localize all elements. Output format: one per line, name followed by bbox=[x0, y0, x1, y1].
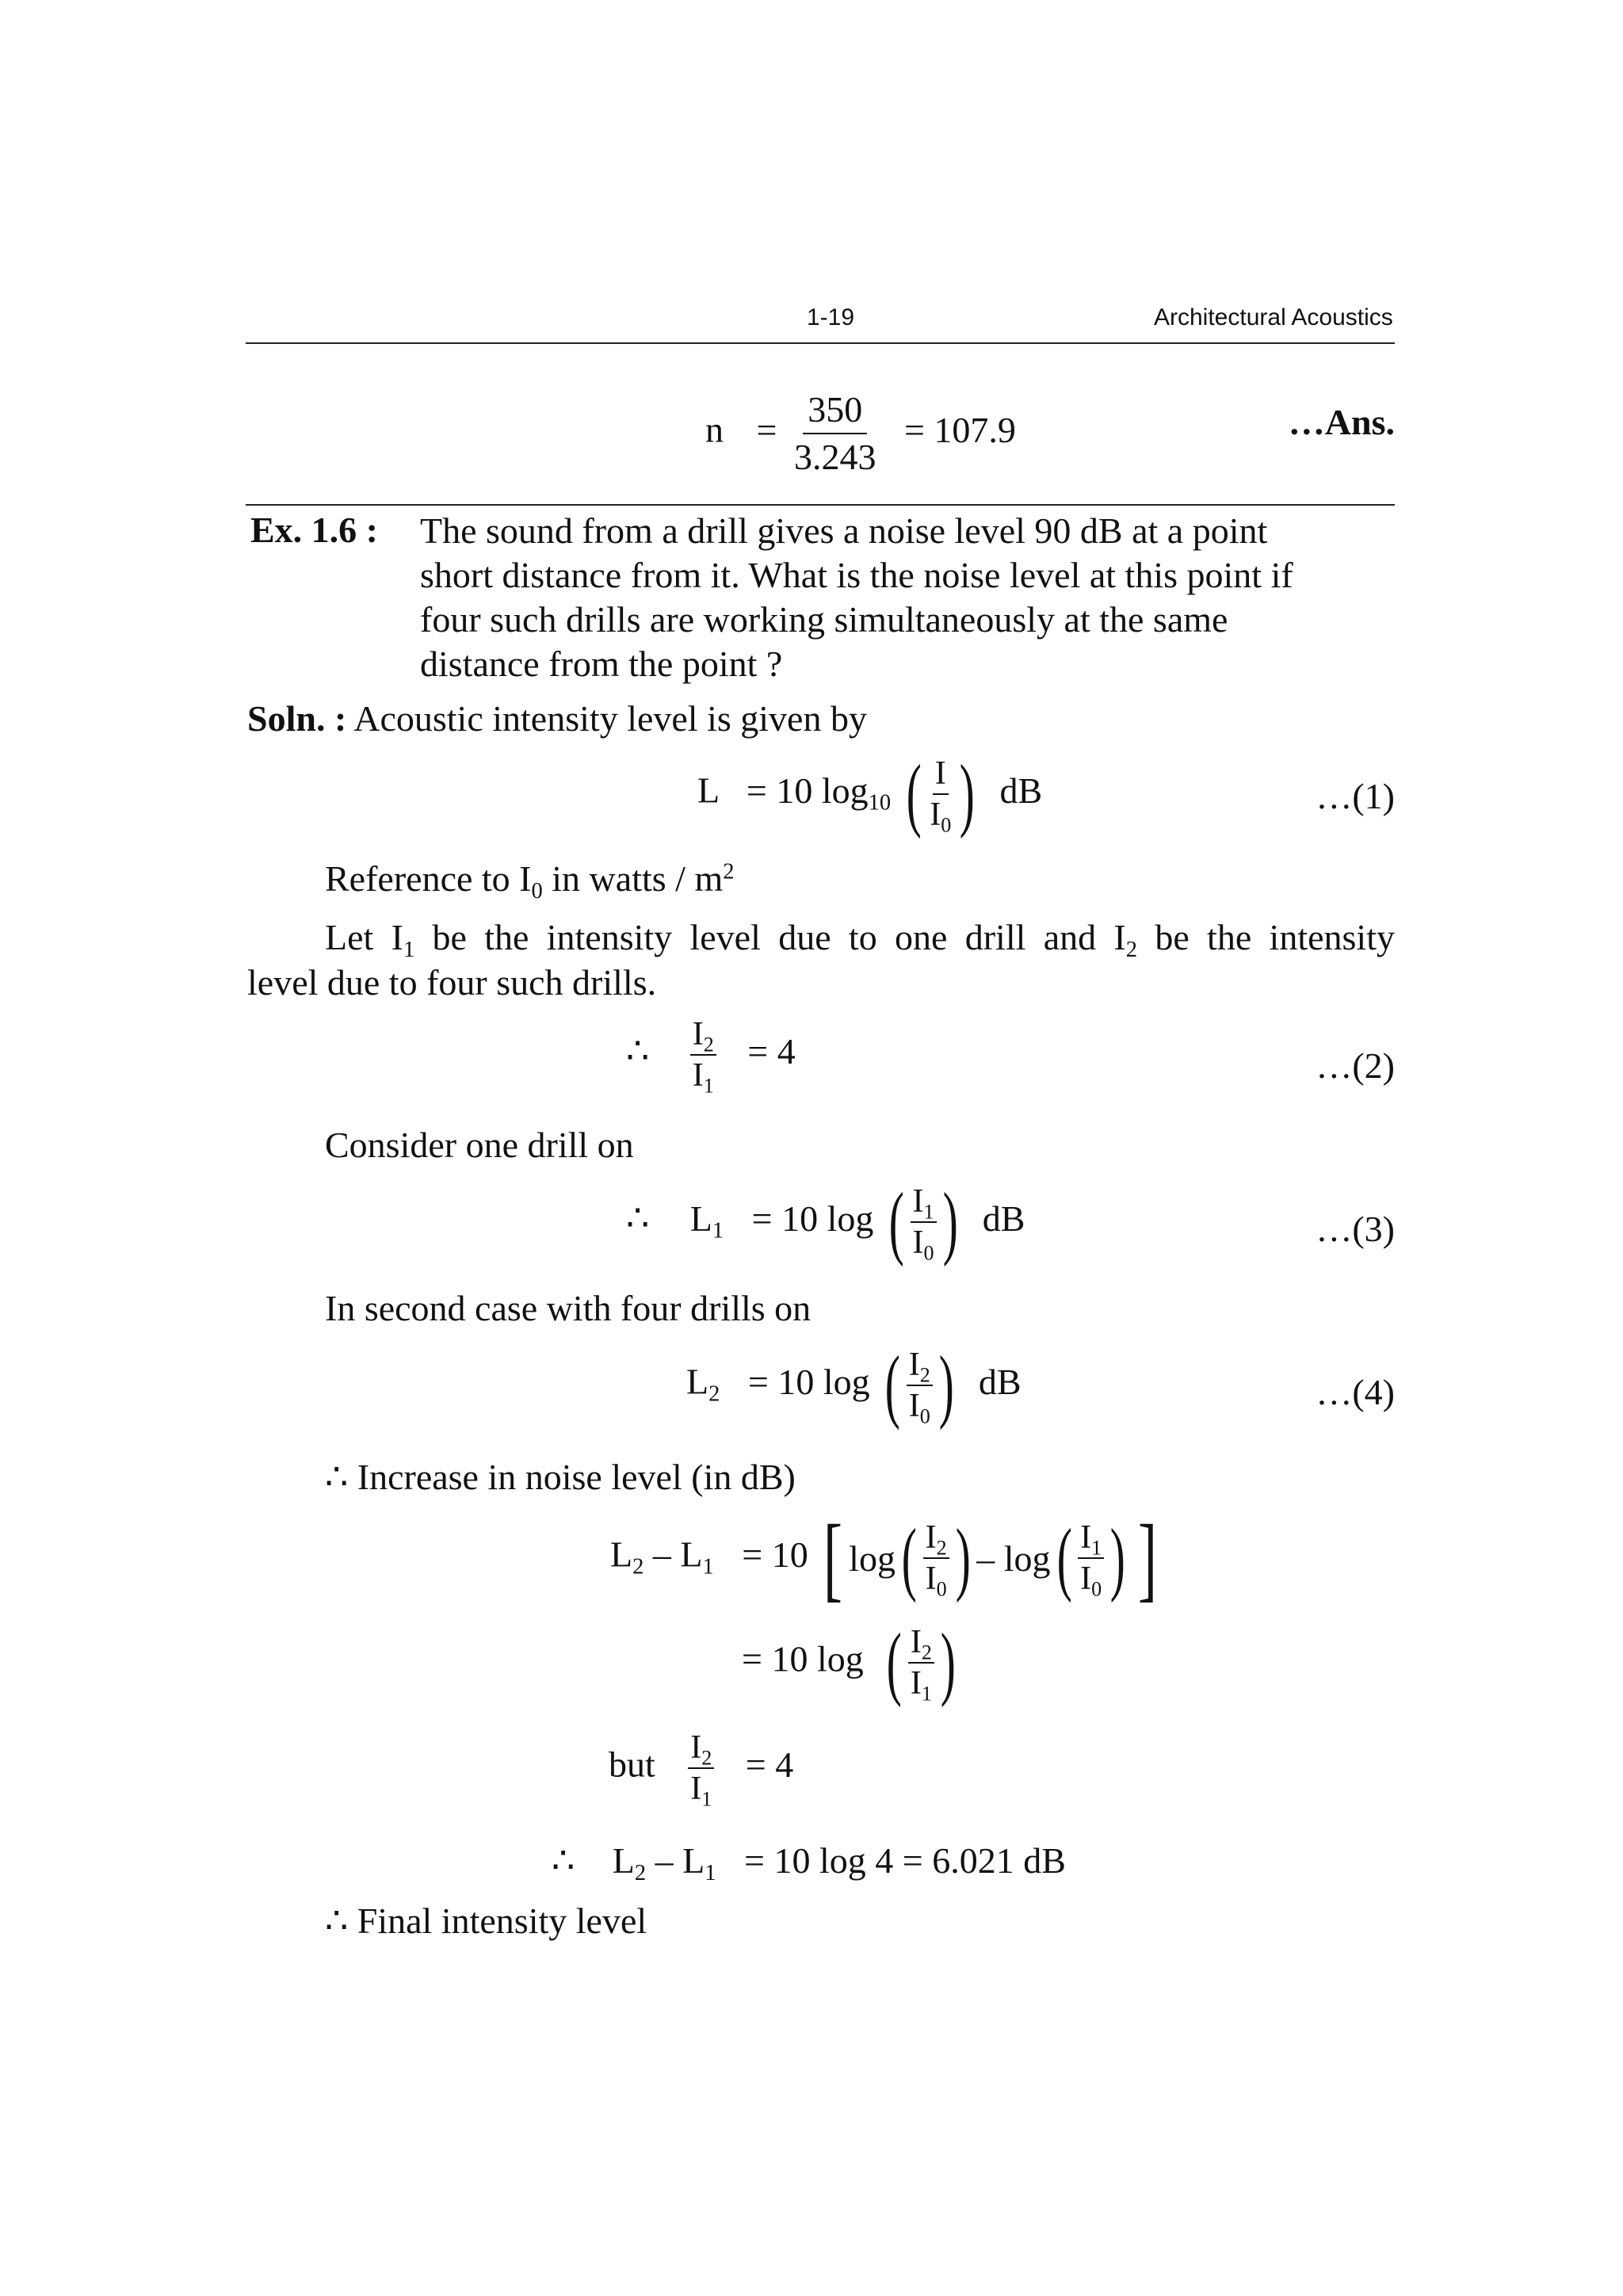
prev-answer-result: = 107.9 bbox=[903, 409, 1016, 450]
def-sub-a: 1 bbox=[403, 938, 415, 963]
running-header-title: Architectural Acoustics bbox=[1154, 304, 1393, 330]
eq2-rhs: = 4 bbox=[747, 1030, 796, 1072]
prev-answer-fraction bbox=[789, 389, 881, 477]
eq3-number: …(3) bbox=[1316, 1209, 1395, 1249]
def-text-b: be the intensity level due to one drill and I bbox=[414, 917, 1126, 957]
eq5-lhs-a-sub: 2 bbox=[632, 1554, 644, 1580]
eq5-numerator-2: I bbox=[1080, 1519, 1092, 1556]
prev-answer-numerator: 350 bbox=[803, 392, 867, 434]
eq4-number: …(4) bbox=[1316, 1372, 1395, 1412]
eq2-number: …(2) bbox=[1316, 1045, 1395, 1086]
eq3-lhs: L bbox=[689, 1198, 712, 1239]
eq4-denominator: I bbox=[908, 1388, 920, 1424]
eq2-numerator: I bbox=[692, 1016, 704, 1052]
eq7-fraction bbox=[688, 1729, 714, 1811]
def-text-c: be the intensity bbox=[1137, 917, 1395, 957]
eq3-numerator: I bbox=[912, 1183, 924, 1220]
eq7-but: but bbox=[609, 1744, 655, 1785]
eq2-num-sub: 2 bbox=[703, 1033, 714, 1056]
solution-intro bbox=[247, 697, 867, 739]
eq8-rhs: = 10 log 4 = 6.021 dB bbox=[744, 1840, 1066, 1881]
eq5-lhs-b-sub: 1 bbox=[702, 1554, 714, 1580]
eq4-lhs-sub: 2 bbox=[708, 1381, 720, 1407]
eq5-denominator-2: I bbox=[1080, 1561, 1092, 1597]
equation-2 bbox=[626, 1016, 796, 1098]
eq8-lhs-a: L bbox=[612, 1840, 635, 1881]
eq3-num-sub: 1 bbox=[923, 1200, 934, 1224]
eq3-unit: dB bbox=[982, 1198, 1025, 1239]
eq8-minus: – bbox=[646, 1840, 683, 1881]
eq7-num-sub: 2 bbox=[701, 1746, 712, 1770]
equation-1 bbox=[697, 748, 1043, 839]
solution-intro-text: Acoustic intensity level is given by bbox=[353, 698, 867, 739]
consider-text: Consider one drill on bbox=[325, 1125, 634, 1165]
eq3-denominator: I bbox=[912, 1224, 924, 1261]
eq1-unit: dB bbox=[999, 770, 1043, 811]
eq5-lhs-b: L bbox=[680, 1534, 703, 1575]
eq6-paren-fraction: ( $\frac{I_2}{I_1}$ ) bbox=[887, 1617, 956, 1708]
eq3-rhs: = 10 log bbox=[751, 1198, 874, 1239]
eq6-numerator: I bbox=[910, 1624, 922, 1660]
equation-5 bbox=[610, 1505, 1163, 1610]
eq8-lhs-b: L bbox=[682, 1840, 705, 1881]
final-text: ∴ Final intensity level bbox=[325, 1901, 647, 1941]
eq4-rhs: = 10 log bbox=[747, 1361, 870, 1402]
eq1-den-sub: 0 bbox=[941, 813, 952, 837]
equation-7 bbox=[609, 1729, 794, 1811]
prev-answer-lhs: n bbox=[705, 409, 724, 450]
eq8-therefore-symbol: ∴ bbox=[552, 1840, 575, 1881]
eq6-num-sub: 2 bbox=[921, 1641, 932, 1664]
eq4-den-sub: 0 bbox=[919, 1404, 930, 1428]
eq5-lhs-a: L bbox=[610, 1534, 633, 1575]
eq7-rhs: = 4 bbox=[745, 1744, 794, 1785]
eq2-therefore-symbol: ∴ bbox=[626, 1030, 650, 1072]
eq4-unit: dB bbox=[978, 1361, 1022, 1402]
eq4-paren-fraction: ( $\frac{I_2}{I_0}$ ) bbox=[884, 1339, 954, 1431]
section-rule bbox=[246, 504, 1395, 506]
eq1-denominator: I bbox=[930, 797, 941, 833]
example-question bbox=[420, 509, 1395, 686]
second-case-text: In second case with four drills on bbox=[325, 1288, 812, 1328]
eq7-den-sub: 1 bbox=[701, 1787, 712, 1811]
eq2-denominator: I bbox=[692, 1057, 704, 1094]
eq3-den-sub: 0 bbox=[923, 1241, 934, 1265]
eq8-lhs-b-sub: 1 bbox=[705, 1861, 716, 1886]
eq5-num-2-sub: 1 bbox=[1091, 1536, 1102, 1560]
eq5-den-2-sub: 0 bbox=[1091, 1577, 1102, 1601]
example-label: Ex. 1.6 : bbox=[250, 510, 378, 550]
example-line-2: short distance from it. What is the noise level at this point if bbox=[420, 555, 1293, 595]
reference-text-b: in watts / m bbox=[542, 858, 724, 899]
equation-6 bbox=[742, 1617, 962, 1708]
eq4-numerator: I bbox=[908, 1347, 920, 1383]
eq6-rhs: = 10 log bbox=[742, 1638, 864, 1679]
reference-line bbox=[325, 858, 735, 904]
def-text-a: Let I bbox=[325, 917, 403, 957]
equation-3 bbox=[626, 1176, 1025, 1267]
eq4-lhs: L bbox=[686, 1361, 709, 1402]
definition-paragraph bbox=[247, 915, 1395, 1005]
ans-label: …Ans. bbox=[1288, 402, 1395, 442]
eq5-minus: – bbox=[643, 1534, 681, 1575]
equation-8 bbox=[552, 1839, 1066, 1886]
eq2-den-sub: 1 bbox=[703, 1074, 714, 1098]
eq7-numerator: I bbox=[690, 1729, 702, 1766]
prev-answer-equation: n = $\frac{350}{3.243}$ = 107.9 bbox=[705, 389, 1016, 477]
eq4-num-sub: 2 bbox=[919, 1363, 930, 1387]
eq1-paren-fraction: ( $\frac{I}{I_0}$ ) bbox=[906, 748, 976, 839]
header-rule bbox=[246, 342, 1395, 344]
eq5-numerator-1: I bbox=[925, 1519, 937, 1556]
page-number: 1-19 bbox=[807, 304, 855, 330]
reference-sup: 2 bbox=[723, 859, 735, 884]
example-line-4: distance from the point ? bbox=[420, 644, 783, 684]
definition-line-1 bbox=[247, 915, 1395, 963]
eq5-log-1: log bbox=[849, 1538, 896, 1579]
eq5-rhs: = 10 bbox=[742, 1534, 808, 1575]
eq1-number: …(1) bbox=[1316, 776, 1395, 816]
eq6-den-sub: 1 bbox=[921, 1682, 932, 1706]
eq1-rhs: = 10 log bbox=[746, 770, 869, 811]
eq5-den-1-sub: 0 bbox=[936, 1577, 947, 1601]
eq3-lhs-sub: 1 bbox=[712, 1218, 724, 1244]
equation-4 bbox=[686, 1339, 1022, 1431]
example-line-1: The sound from a drill gives a noise level 90 dB at a point bbox=[420, 510, 1268, 551]
example-line-3: four such drills are working simultaneously at the same bbox=[420, 599, 1228, 640]
prev-answer-denominator: 3.243 bbox=[793, 437, 876, 477]
def-sub-b: 2 bbox=[1125, 938, 1138, 963]
eq3-paren-fraction: ( $\frac{I_1}{I_0}$ ) bbox=[888, 1176, 958, 1267]
eq3-therefore-symbol: ∴ bbox=[626, 1198, 650, 1239]
increase-text: ∴ Increase in noise level (in dB) bbox=[325, 1457, 796, 1497]
eq5-minus-log: – log bbox=[976, 1538, 1051, 1579]
eq8-lhs-a-sub: 2 bbox=[634, 1861, 647, 1886]
solution-label: Soln. : bbox=[247, 698, 347, 739]
eq5-denominator-1: I bbox=[925, 1561, 937, 1597]
definition-line-2: level due to four such drills. bbox=[247, 962, 657, 1003]
reference-text-a: Reference to I bbox=[325, 858, 532, 899]
eq5-bracket-expression: [ log ( $\frac{I_2}{I_0}$ ) – log ( $\frac{I_1}{I_0}$ ) ] bbox=[823, 1505, 1157, 1610]
eq5-num-1-sub: 2 bbox=[936, 1536, 947, 1560]
eq1-lhs: L bbox=[697, 770, 719, 811]
eq1-numerator: I bbox=[933, 757, 949, 795]
eq6-denominator: I bbox=[910, 1665, 922, 1702]
reference-sub: 0 bbox=[531, 879, 543, 904]
eq2-fraction bbox=[690, 1016, 716, 1098]
eq7-denominator: I bbox=[690, 1771, 702, 1807]
eq1-log-base: 10 bbox=[868, 790, 892, 816]
